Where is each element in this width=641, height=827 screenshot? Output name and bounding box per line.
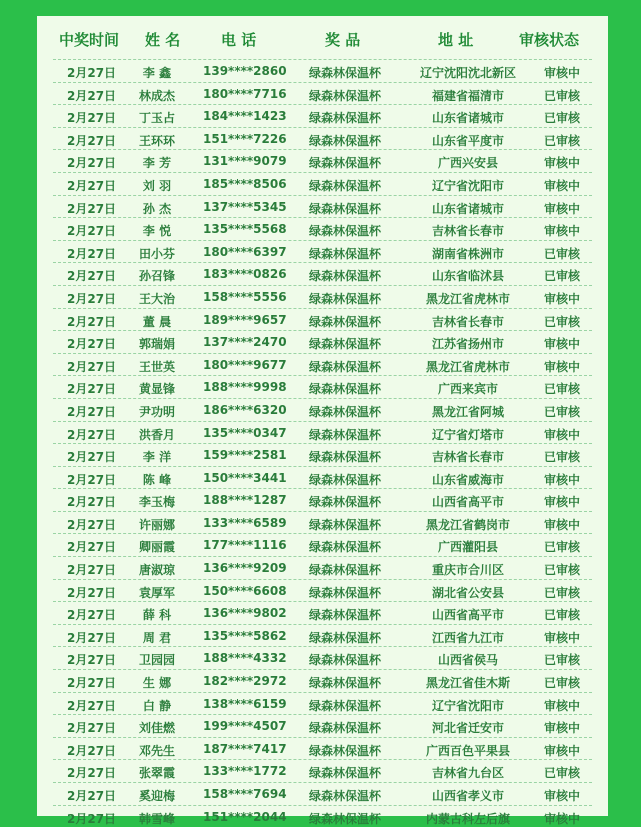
name-cell: 生 娜 [142,676,172,691]
date-cell: 2月27日 [67,359,117,374]
name-cell: 唐淑琼 [138,563,175,578]
name-cell: 黄显锋 [138,382,175,397]
table-row [53,240,592,263]
status-cell: 审核中 [543,811,580,826]
table-row [53,308,592,331]
phone-cell: 188****4332 [203,651,287,666]
table-row [53,104,592,127]
status-cell: 审核中 [543,291,580,306]
prize-cell: 绿森林保温杯 [309,653,382,668]
table-row [53,262,592,285]
table-row [53,533,592,556]
phone-cell: 177****1116 [203,538,287,553]
address-cell: 辽宁省沈阳市 [431,178,504,193]
address-cell: 山西省侯马 [437,653,498,668]
status-cell: 审核中 [543,698,580,713]
date-cell: 2月27日 [67,676,117,691]
prize-cell: 绿森林保温杯 [309,721,382,736]
phone-cell: 180****7716 [203,86,287,101]
address-cell: 黑龙江省阿城 [431,404,504,419]
date-cell: 2月27日 [67,517,117,532]
phone-cell: 150****3441 [203,470,287,485]
status-cell: 已审核 [543,676,580,691]
table-row [53,82,592,105]
address-cell: 广西百色平果县 [425,743,510,758]
table-row [53,805,592,827]
name-cell: 李 鑫 [142,66,172,80]
prize-cell: 绿森林保温杯 [309,291,382,306]
table-row [53,217,592,240]
address-cell: 山东省诸城市 [431,201,504,216]
phone-cell: 187****7417 [203,741,287,756]
prize-cell: 绿森林保温杯 [309,743,382,758]
address-cell: 黑龙江省鹤岗市 [425,517,510,532]
name-cell: 陈 峰 [142,472,172,487]
date-cell: 2月27日 [67,653,117,668]
address-cell: 湖南省株洲市 [431,246,504,261]
phone-cell: 183****0826 [203,267,287,282]
phone-cell: 158****5556 [203,289,287,304]
table-row [53,556,592,579]
phone-cell: 137****2470 [203,335,287,350]
prize-cell: 绿森林保温杯 [309,337,382,352]
status-cell: 已审核 [543,766,580,781]
status-cell: 审核中 [543,427,580,442]
date-cell: 2月27日 [67,721,117,736]
phone-cell: 180****9677 [203,357,287,372]
table-row [53,488,592,511]
phone-cell: 180****6397 [203,244,287,259]
phone-cell: 138****6159 [203,696,287,711]
status-cell: 审核中 [543,721,580,736]
date-cell: 2月27日 [67,766,117,781]
status-cell: 已审核 [543,269,580,284]
name-cell: 李玉梅 [138,495,175,510]
address-cell: 吉林省长春市 [431,450,504,465]
phone-cell: 133****1772 [203,764,287,779]
address-cell: 江西省九江市 [431,630,504,645]
phone-cell: 137****5345 [203,199,287,214]
name-cell: 卫园园 [138,653,175,668]
prize-cell: 绿森林保温杯 [309,563,382,578]
prize-cell: 绿森林保温杯 [309,382,382,397]
date-cell: 2月27日 [67,66,117,80]
status-cell: 审核中 [543,495,580,510]
status-cell: 审核中 [543,224,580,239]
phone-cell: 151****2044 [203,809,287,824]
phone-cell: 150****6608 [203,583,287,598]
address-cell: 山东省威海市 [431,472,504,487]
table-row [53,421,592,444]
phone-cell: 151****7226 [203,131,287,146]
date-cell: 2月27日 [67,472,117,487]
date-cell: 2月27日 [67,133,117,148]
status-cell: 已审核 [543,608,580,623]
date-cell: 2月27日 [67,698,117,713]
name-cell: 孙 杰 [142,201,172,216]
table-row [53,398,592,421]
status-cell: 已审核 [543,314,580,329]
phone-cell: 199****4507 [203,719,287,734]
table-row [53,375,592,398]
phone-cell: 186****6320 [203,402,287,417]
name-cell: 张翠霞 [138,766,175,781]
phone-cell: 185****8506 [203,176,287,191]
address-cell: 辽宁沈阳沈北新区 [419,66,516,80]
name-cell: 尹功明 [138,404,175,419]
prize-cell: 绿森林保温杯 [309,404,382,419]
table-row [53,511,592,534]
prize-cell: 绿森林保温杯 [309,201,382,216]
name-cell: 李 洋 [142,450,172,465]
table-row [53,149,592,172]
date-cell: 2月27日 [67,246,117,261]
prize-cell: 绿森林保温杯 [309,766,382,781]
address-cell: 山西省孝义市 [431,789,504,803]
phone-cell: 188****1287 [203,493,287,508]
address-cell: 吉林省九台区 [431,766,504,781]
date-cell: 2月27日 [67,111,117,126]
name-cell: 林成杰 [138,88,175,103]
status-cell: 审核中 [543,630,580,645]
prize-cell: 绿森林保温杯 [309,608,382,623]
prize-cell: 绿森林保温杯 [309,517,382,532]
address-cell: 山西省高平市 [431,495,504,510]
name-cell: 韩雪峰 [138,811,175,826]
status-cell: 已审核 [543,653,580,668]
table-row [53,646,592,669]
status-cell: 审核中 [543,359,580,374]
date-cell: 2月27日 [67,811,117,826]
table-row [53,601,592,624]
name-cell: 奚迎梅 [138,789,175,803]
prize-cell: 绿森林保温杯 [309,676,382,691]
phone-cell: 136****9209 [203,561,287,576]
address-cell: 黑龙江省虎林市 [425,291,510,306]
prize-cell: 绿森林保温杯 [309,698,382,713]
phone-cell: 133****6589 [203,515,287,530]
address-cell: 湖北省公安县 [431,585,504,600]
date-cell: 2月27日 [67,291,117,306]
prize-cell: 绿森林保温杯 [309,472,382,487]
prize-cell: 绿森林保温杯 [309,66,382,80]
date-cell: 2月27日 [67,450,117,465]
address-cell: 吉林省长春市 [431,314,504,329]
status-cell: 已审核 [543,133,580,148]
name-cell: 王环环 [138,133,175,148]
name-cell: 洪香月 [138,427,175,442]
address-cell: 广西灌阳县 [437,540,498,555]
table-row [53,59,592,82]
header-name: 姓 名 [145,31,181,49]
phone-cell: 131****9079 [203,154,287,169]
phone-cell: 139****2860 [203,64,287,78]
prize-cell: 绿森林保温杯 [309,314,382,329]
phone-cell: 135****0347 [203,425,287,440]
prize-cell: 绿森林保温杯 [309,630,382,645]
phone-cell: 135****5862 [203,628,287,643]
status-cell: 审核中 [543,472,580,487]
name-cell: 王世英 [138,359,175,374]
table-row [53,782,592,805]
table-row [53,466,592,489]
status-cell: 审核中 [543,66,580,80]
date-cell: 2月27日 [67,224,117,239]
header-phone: 电 话 [221,31,257,49]
date-cell: 2月27日 [67,178,117,193]
address-cell: 重庆市合川区 [431,563,504,578]
address-cell: 山西省高平市 [431,608,504,623]
name-cell: 白 静 [142,698,172,713]
address-cell: 广西来宾市 [437,382,498,397]
winners-table-body [53,59,592,827]
address-cell: 吉林省长春市 [431,224,504,239]
phone-cell: 182****2972 [203,674,287,689]
table-row [53,195,592,218]
date-cell: 2月27日 [67,540,117,555]
status-cell: 审核中 [543,337,580,352]
prize-cell: 绿森林保温杯 [309,450,382,465]
table-row [53,172,592,195]
table-row [53,759,592,782]
status-cell: 已审核 [543,246,580,261]
winners-panel [37,16,608,826]
name-cell: 郭瑞娟 [138,337,175,352]
status-cell: 已审核 [543,585,580,600]
date-cell: 2月27日 [67,585,117,600]
name-cell: 孙召锋 [138,269,175,284]
table-row [53,579,592,602]
name-cell: 袁厚军 [138,585,175,600]
prize-cell: 绿森林保温杯 [309,359,382,374]
name-cell: 丁玉占 [138,111,175,126]
address-cell: 福建省福清市 [431,88,504,103]
name-cell: 李 芳 [142,156,172,171]
name-cell: 许丽娜 [138,517,175,532]
status-cell: 已审核 [543,88,580,103]
table-row [53,285,592,308]
phone-cell: 189****9657 [203,312,287,327]
prize-cell: 绿森林保温杯 [309,88,382,103]
date-cell: 2月27日 [67,156,117,171]
date-cell: 2月27日 [67,88,117,103]
name-cell: 邓先生 [138,743,175,758]
table-row [53,353,592,376]
status-cell: 审核中 [543,517,580,532]
status-cell: 已审核 [543,382,580,397]
prize-cell: 绿森林保温杯 [309,111,382,126]
prize-cell: 绿森林保温杯 [309,224,382,239]
name-cell: 李 悦 [142,224,172,239]
name-cell: 周 君 [142,630,172,645]
table-row [53,737,592,760]
date-cell: 2月27日 [67,427,117,442]
phone-cell: 159****2581 [203,448,287,463]
table-row [53,714,592,737]
status-cell: 审核中 [543,156,580,171]
date-cell: 2月27日 [67,201,117,216]
prize-cell: 绿森林保温杯 [309,269,382,284]
status-cell: 审核中 [543,743,580,758]
phone-cell: 136****9802 [203,606,287,621]
date-cell: 2月27日 [67,743,117,758]
address-cell: 山东省平度市 [431,133,504,148]
header-prize: 奖 品 [325,31,361,49]
date-cell: 2月27日 [67,382,117,397]
status-cell: 已审核 [543,540,580,555]
prize-cell: 绿森林保温杯 [309,811,382,826]
header-status: 审核状态 [519,31,580,49]
prize-cell: 绿森林保温杯 [309,156,382,171]
prize-cell: 绿森林保温杯 [309,789,382,803]
date-cell: 2月27日 [67,495,117,510]
header-address: 地 址 [438,31,474,49]
status-cell: 审核中 [543,178,580,193]
address-cell: 山东省临沭县 [431,269,504,284]
date-cell: 2月27日 [67,563,117,578]
phone-cell: 135****5568 [203,222,287,237]
name-cell: 薛 科 [142,608,172,623]
phone-cell: 158****7694 [203,787,287,801]
prize-cell: 绿森林保温杯 [309,178,382,193]
prize-cell: 绿森林保温杯 [309,246,382,261]
name-cell: 王大治 [138,291,175,306]
status-cell: 已审核 [543,111,580,126]
phone-cell: 188****9998 [203,380,287,395]
header-date: 中奖时间 [59,31,120,49]
address-cell: 辽宁省灯塔市 [431,427,504,442]
date-cell: 2月27日 [67,269,117,284]
status-cell: 已审核 [543,404,580,419]
address-cell: 黑龙江省虎林市 [425,359,510,374]
date-cell: 2月27日 [67,608,117,623]
table-row [53,692,592,715]
date-cell: 2月27日 [67,404,117,419]
prize-cell: 绿森林保温杯 [309,585,382,600]
date-cell: 2月27日 [67,337,117,352]
prize-cell: 绿森林保温杯 [309,540,382,555]
address-cell: 内蒙古科左后旗 [425,811,510,826]
address-cell: 广西兴安县 [437,156,498,171]
date-cell: 2月27日 [67,630,117,645]
address-cell: 山东省诸城市 [431,111,504,126]
table-row [53,330,592,353]
address-cell: 河北省迁安市 [431,721,504,736]
table-row [53,669,592,692]
address-cell: 黑龙江省佳木斯 [425,676,510,691]
address-cell: 江苏省扬州市 [431,337,504,352]
date-cell: 2月27日 [67,789,117,803]
status-cell: 已审核 [543,450,580,465]
address-cell: 辽宁省沈阳市 [431,698,504,713]
prize-cell: 绿森林保温杯 [309,495,382,510]
date-cell: 2月27日 [67,314,117,329]
name-cell: 卿丽霞 [138,540,175,555]
prize-cell: 绿森林保温杯 [309,133,382,148]
status-cell: 审核中 [543,789,580,803]
name-cell: 田小芬 [138,246,175,261]
status-cell: 审核中 [543,201,580,216]
prize-cell: 绿森林保温杯 [309,427,382,442]
phone-cell: 184****1423 [203,109,287,124]
name-cell: 刘 羽 [142,178,172,193]
status-cell: 已审核 [543,563,580,578]
name-cell: 刘佳燃 [138,721,175,736]
table-row [53,127,592,150]
table-row [53,624,592,647]
name-cell: 董 晨 [142,314,172,329]
table-row [53,443,592,466]
